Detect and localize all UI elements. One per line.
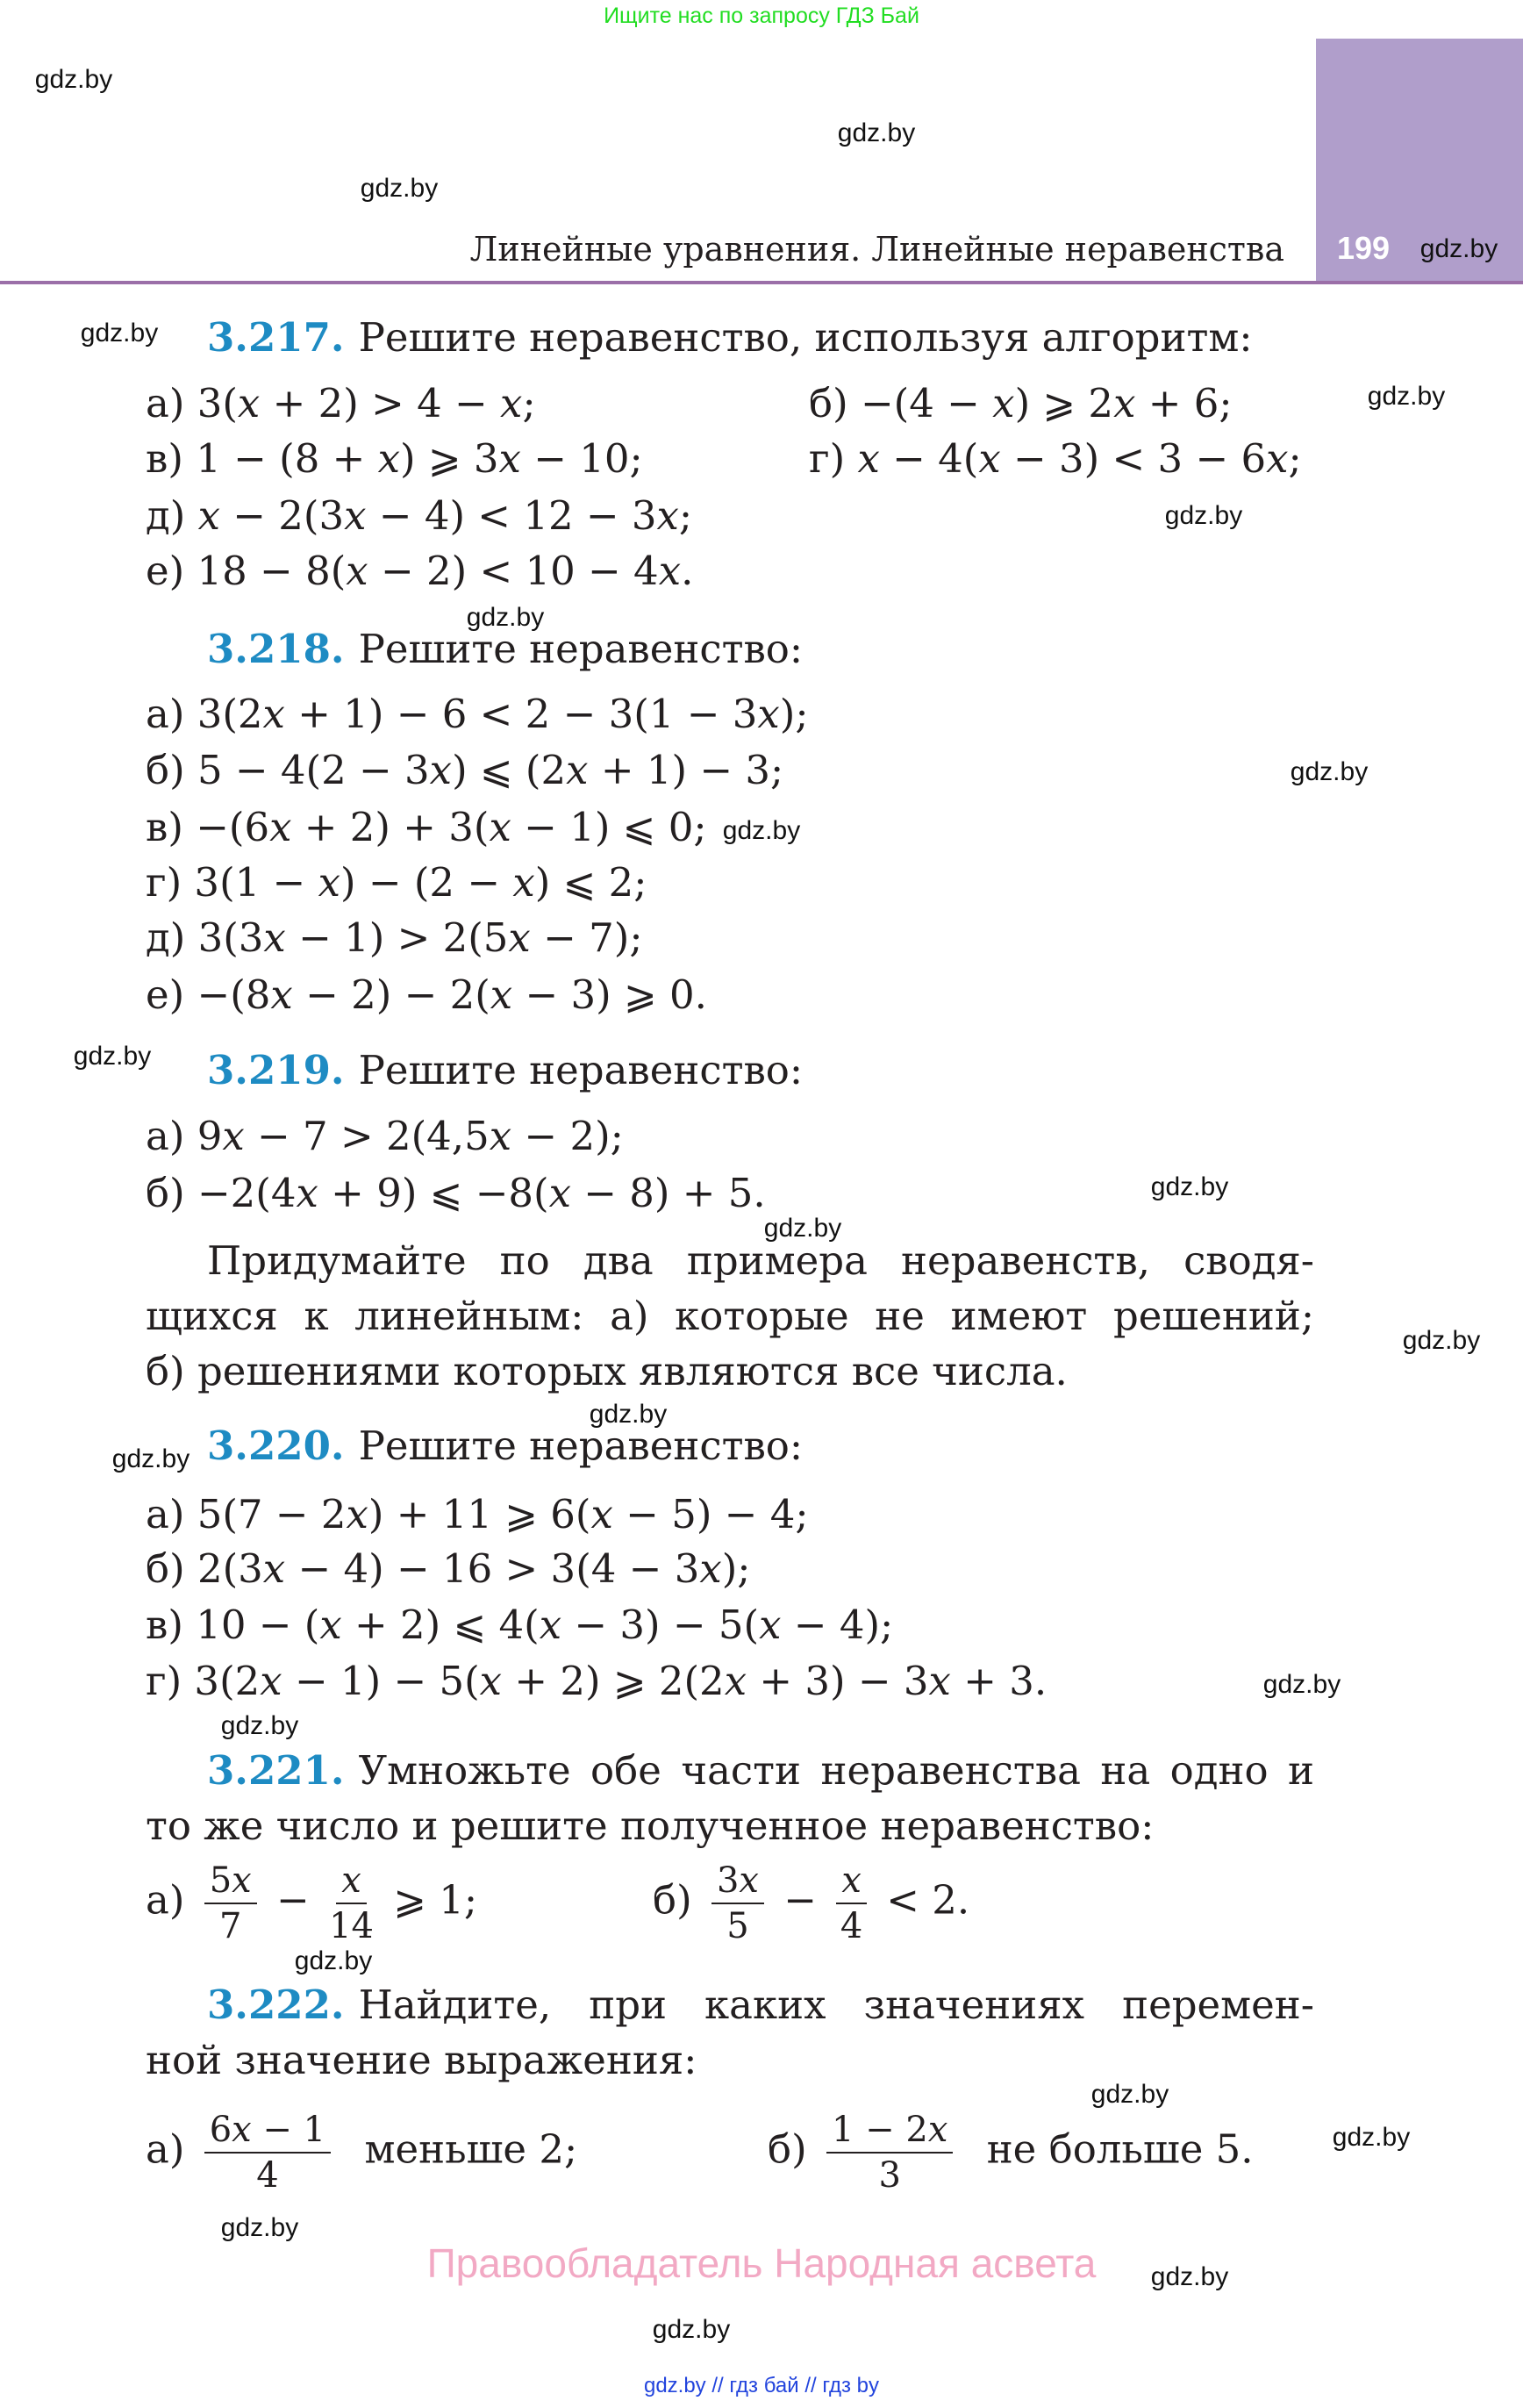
numerator: x [336,1859,367,1904]
numerator: 6x − 1 [204,2108,331,2154]
task-text: Умножьте обе части неравенства на одно и [358,1747,1314,1794]
task-number: 3.221. [207,1747,345,1794]
task-3-217-heading [207,313,1253,362]
watermark: gdz.by [1367,382,1446,411]
task-item: е) 18 − 8(x − 2) < 10 − 4x. [146,548,694,594]
top-banner[interactable]: Ищите нас по запросу ГДЗ Бай [604,4,919,28]
fraction [826,2108,953,2197]
paragraph-line: Придумайте по два примера неравенств, сводя- [207,1237,1314,1284]
task-text-line: ной значение выражения: [146,2037,697,2083]
task-3-221-item-a [146,1859,477,1948]
numerator: 5x [204,1859,257,1904]
watermark: gdz.by [1332,2123,1411,2152]
header-rule [0,281,1523,284]
watermark: gdz.by [80,319,159,348]
task-item: б) −2(4x + 9) ⩽ −8(x − 8) + 5. [146,1170,766,1216]
task-item: а) 3(x + 2) > 4 − x; [146,380,536,426]
item-label: б) [653,1876,692,1924]
watermark: gdz.by [1164,501,1243,530]
task-text-line: то же число и решите полученное неравенство: [146,1802,1155,1849]
denominator: 14 [329,1906,374,1946]
copyright-notice: Правообладатель Народная асвета [426,2240,1097,2286]
operator: − [783,1876,818,1924]
operator: − [276,1876,310,1924]
task-3-222-item-b [768,2108,1254,2197]
task-text: Найдите, при каких значениях перемен- [358,1982,1314,2028]
watermark: gdz.by [34,65,113,94]
fraction [204,2108,331,2197]
task-item: г) 3(2x − 1) − 5(x + 2) ⩾ 2(2x + 3) − 3x + 3. [146,1658,1048,1704]
task-number: 3.217. [207,314,345,361]
fraction [329,1859,374,1948]
task-item: б) −(4 − x) ⩾ 2x + 6; [809,380,1233,426]
running-header-title: Линейные уравнения. Линейные неравенства [469,230,1284,269]
watermark: gdz.by [1262,1670,1341,1699]
watermark: gdz.by [722,816,801,845]
inequality-tail: < 2. [886,1876,970,1924]
item-label: а) [146,2125,185,2173]
watermark: gdz.by [589,1400,668,1429]
task-text: Решите неравенство: [358,626,804,672]
denominator: 7 [218,1906,242,1946]
task-item: в) 1 − (8 + x) ⩾ 3x − 10; [146,435,643,482]
fraction [836,1859,867,1948]
task-item: е) −(8x − 2) − 2(x − 3) ⩾ 0. [146,971,707,1018]
paragraph-line: щихся к линейным: а) которые не имеют решений; [146,1293,1314,1339]
watermark: gdz.by [763,1214,842,1243]
task-number: 3.220. [207,1423,345,1469]
watermark: gdz.by [1150,1172,1229,1201]
task-item: б) 5 − 4(2 − 3x) ⩽ (2x + 1) − 3; [146,747,784,793]
task-item: а) 5(7 − 2x) + 11 ⩾ 6(x − 5) − 4; [146,1491,809,1537]
condition-text: меньше 2; [364,2125,578,2173]
watermark: gdz.by [837,118,916,147]
watermark: gdz.by [220,2213,299,2242]
task-item: д) x − 2(3x − 4) < 12 − 3x; [146,492,693,539]
watermark: gdz.by [1290,757,1369,786]
denominator: 3 [878,2155,901,2196]
task-item: а) 3(2x + 1) − 6 < 2 − 3(1 − 3x); [146,691,809,737]
fraction [204,1859,257,1948]
watermark: gdz.by [360,174,439,203]
inequality-tail: ⩾ 1; [393,1876,478,1924]
denominator: 5 [726,1906,749,1946]
item-label: а) [146,1876,185,1924]
footer-links[interactable]: gdz.by // гдз бай // гдз by [643,2374,880,2397]
denominator: 4 [840,1906,863,1946]
item-label: б) [768,2125,807,2173]
paragraph-line: б) решениями которых являются все числа. [146,1348,1068,1394]
task-3-219-heading [207,1046,803,1095]
task-text: Решите неравенство: [358,1423,804,1469]
watermark: gdz.by [1402,1326,1481,1355]
task-item: д) 3(3x − 1) > 2(5x − 7); [146,914,643,961]
watermark: gdz.by [220,1711,299,1740]
denominator: 4 [256,2155,279,2196]
numerator: 3x [711,1859,764,1904]
watermark: gdz.by [1090,2080,1169,2109]
task-3-221-heading [207,1746,1314,1795]
watermark: gdz.by [466,603,545,632]
task-number: 3.219. [207,1047,345,1093]
watermark: gdz.by [111,1444,190,1473]
task-item: в) −(6x + 2) + 3(x − 1) ⩽ 0; [146,804,707,850]
task-item: г) x − 4(x − 3) < 3 − 6x; [809,435,1302,482]
task-3-222-item-a [146,2108,577,2197]
numerator: x [836,1859,867,1904]
task-text: Решите неравенство: [358,1047,804,1093]
task-3-220-heading [207,1422,803,1471]
condition-text: не больше 5. [986,2125,1254,2173]
task-3-222-heading [207,1981,1314,2030]
page-number: 199 [1337,230,1391,266]
watermark: gdz.by [1150,2262,1229,2291]
task-3-221-item-b [653,1859,969,1948]
numerator: 1 − 2x [826,2108,953,2154]
task-text: Решите неравенство, используя алгоритм: [358,314,1253,361]
task-number: 3.218. [207,626,345,672]
task-number: 3.222. [207,1982,345,2028]
task-item: б) 2(3x − 4) − 16 > 3(4 − 3x); [146,1545,751,1592]
watermark: gdz.by [1419,234,1498,263]
task-item: в) 10 − (x + 2) ⩽ 4(x − 3) − 5(x − 4); [146,1602,894,1648]
task-item: г) 3(1 − x) − (2 − x) ⩽ 2; [146,859,647,906]
watermark: gdz.by [294,1946,373,1975]
fraction [711,1859,764,1948]
task-item: а) 9x − 7 > 2(4,5x − 2); [146,1113,624,1159]
watermark: gdz.by [73,1042,152,1071]
watermark: gdz.by [652,2315,731,2344]
